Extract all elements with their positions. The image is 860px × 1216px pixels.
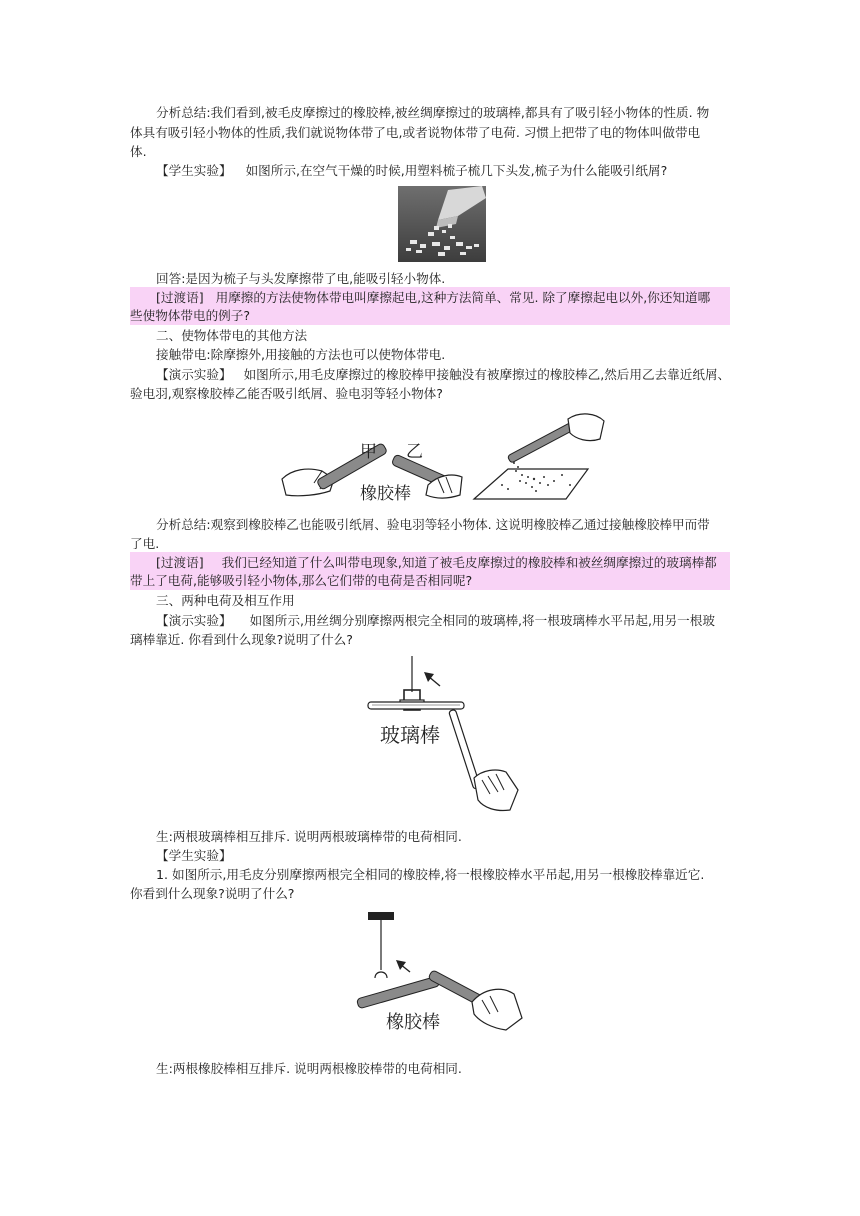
student-answer-3: 生:两根玻璃棒相互排斥. 说明两根玻璃棒带的电荷相同. xyxy=(156,829,462,844)
label-glass-rod: 玻璃棒 xyxy=(380,723,440,747)
transition-1-line-1 xyxy=(156,289,710,307)
summary-2-line-1: 分析总结:观察到橡胶棒乙也能吸引纸屑、验电羽等轻小物体. 这说明橡胶棒乙通过接触橡胶棒甲而带 xyxy=(156,517,710,532)
student-experiment-2-line-1: 1. 如图所示,用毛皮分别摩擦两根完全相同的橡胶棒,将一根橡胶棒水平吊起,用另一根橡胶棒靠近它. xyxy=(156,867,705,882)
demo-experiment-2-tag: 【演示实验】 xyxy=(156,613,232,628)
glass-rod-figure xyxy=(362,652,524,816)
section-3-title: 三、两种电荷及相互作用 xyxy=(156,593,295,608)
transition-2-line-1 xyxy=(156,554,717,572)
demo-experiment-2-line-1 xyxy=(156,612,715,630)
section-2-title: 二、使物体带电的其他方法 xyxy=(156,328,308,343)
transition-1-text: 用摩擦的方法使物体带电叫摩擦起电,这种方法简单、常见. 除了摩擦起电以外,你还知道哪 xyxy=(215,290,711,305)
transition-1-tag: [过渡语] xyxy=(156,290,204,305)
label-rubber-rod: 橡胶棒 xyxy=(360,484,411,504)
student-answer-4: 生:两根橡胶棒相互排斥. 说明两根橡胶棒带的电荷相同. xyxy=(156,1061,462,1076)
demo-experiment-1-line-1 xyxy=(156,366,730,384)
demo-experiment-2-line-2: 璃棒靠近. 你看到什么现象?说明了什么? xyxy=(130,632,353,647)
demo-experiment-text: 如图所示,用毛皮摩擦过的橡胶棒甲接触没有被摩擦过的橡胶棒乙,然后用乙去靠近纸屑、 xyxy=(243,367,731,382)
contact-charging-figure xyxy=(278,405,608,507)
answer-1: 回答:是因为梳子与头发摩擦带了电,能吸引轻小物体. xyxy=(156,271,446,286)
transition-1-line-2: 些使物体带电的例子? xyxy=(130,308,251,323)
label-rubber-rod-2: 橡胶棒 xyxy=(386,1012,440,1033)
summary-1-line-1: 分析总结:我们看到,被毛皮摩擦过的橡胶棒,被丝绸摩擦过的玻璃棒,都具有了吸引轻小物体的性质. 物 xyxy=(156,105,710,120)
transition-2-text: 我们已经知道了什么叫带电现象,知道了被毛皮摩擦过的橡胶棒和被丝绸摩擦过的玻璃棒都 xyxy=(221,555,717,570)
student-experiment-1 xyxy=(156,162,667,180)
rubber-rod-figure xyxy=(352,908,524,1044)
student-experiment-tag: 【学生实验】 xyxy=(156,163,232,178)
summary-2-line-2: 了电. xyxy=(130,536,160,551)
student-experiment-2-line-2: 你看到什么现象?说明了什么? xyxy=(130,886,295,901)
comb-paper-photo xyxy=(398,186,486,262)
student-experiment-2-tag: 【学生实验】 xyxy=(156,848,232,863)
transition-2-tag: [过渡语] xyxy=(156,555,204,570)
demo-experiment-tag: 【演示实验】 xyxy=(156,367,232,382)
transition-2-line-2: 带上了电荷,能够吸引轻小物体,那么它们带的电荷是否相同呢? xyxy=(130,573,473,588)
demo-experiment-2-text: 如图所示,用丝绸分别摩擦两根完全相同的玻璃棒,将一根玻璃棒水平吊起,用另一根玻 xyxy=(249,613,715,628)
contact-charging-text: 接触带电:除摩擦外,用接触的方法也可以使物体带电. xyxy=(156,347,446,362)
demo-experiment-1-line-2: 验电羽,观察橡胶棒乙能否吸引纸屑、验电羽等轻小物体? xyxy=(130,386,443,401)
student-experiment-text: 如图所示,在空气干燥的时候,用塑料梳子梳几下头发,梳子为什么能吸引纸屑? xyxy=(245,163,668,178)
summary-1-line-3: 体. xyxy=(130,144,147,159)
summary-1-line-2: 体具有吸引轻小物体的性质,我们就说物体带了电,或者说物体带了电荷. 习惯上把带了电的物体叫做带电 xyxy=(130,125,701,140)
label-jia: 甲 xyxy=(360,442,377,462)
label-yi: 乙 xyxy=(406,442,423,462)
